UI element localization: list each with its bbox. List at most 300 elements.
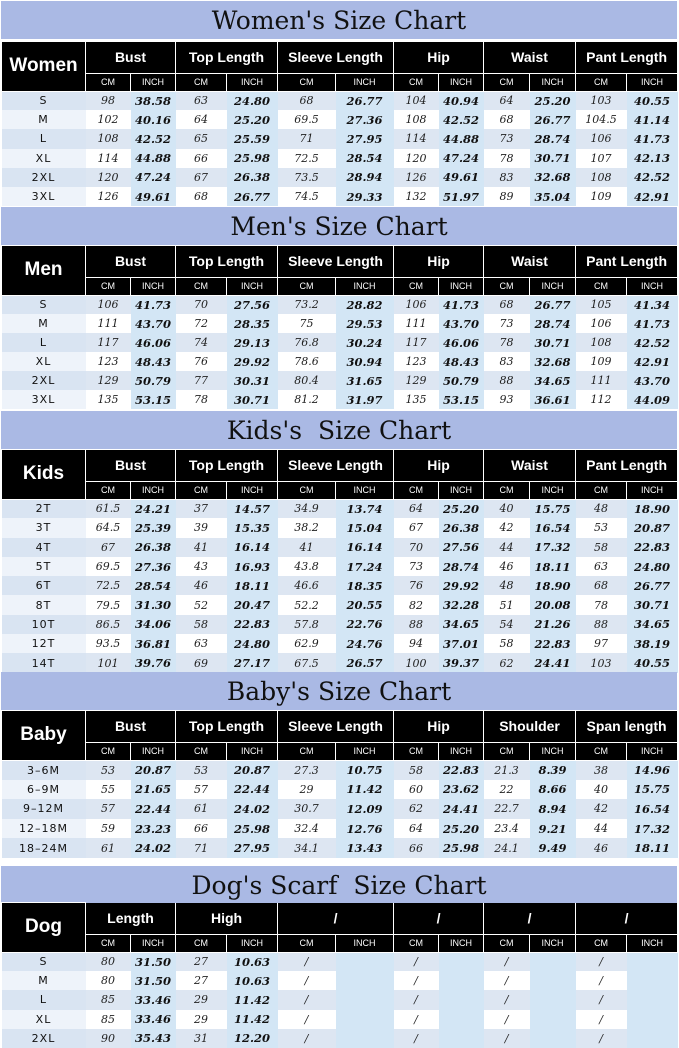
inch-unit-label: INCH [131,934,176,952]
inch-value: 16.14 [336,538,394,557]
inch-value: 10.63 [227,971,278,990]
cm-value: 67.5 [278,653,336,672]
inch-value: 46.06 [131,333,176,352]
inch-value: 30.71 [227,390,278,409]
cm-value: 103 [576,653,627,672]
inch-value: 24.02 [131,838,176,858]
cm-value: 43 [176,557,227,576]
cm-unit-label: CM [278,277,336,295]
inch-value: 26.57 [336,653,394,672]
inch-value: 38.19 [627,634,678,653]
table-row [2,838,678,858]
cm-value: / [576,1010,627,1029]
cm-value: 41 [176,538,227,557]
size-label: 4T [2,538,86,557]
cm-value: 135 [86,390,131,409]
inch-value: 42.52 [627,333,678,352]
inch-value: 25.39 [131,518,176,537]
size-label: 3XL [2,390,86,409]
cm-value: 57 [86,799,131,819]
cm-value: 70 [176,295,227,314]
inch-value: 31.30 [131,595,176,614]
inch-value: 39.37 [439,653,484,672]
inch-value [627,1029,678,1048]
column-header: Waist [484,450,576,482]
inch-unit-label: INCH [227,73,278,91]
inch-value: 29.92 [227,352,278,371]
cm-value: 72 [176,314,227,333]
inch-value [336,1029,394,1048]
men-section-title: Men's Size Chart [1,207,677,245]
inch-unit-label: INCH [530,277,576,295]
cm-value: / [576,971,627,990]
inch-unit-label: INCH [227,481,278,499]
inch-value: 16.14 [227,538,278,557]
inch-value [530,971,576,990]
cm-value: 78 [484,333,530,352]
inch-unit-label: INCH [530,73,576,91]
inch-value: 26.38 [439,518,484,537]
inch-value: 22.83 [627,538,678,557]
inch-value: 34.65 [627,615,678,634]
inch-value: 17.32 [627,819,678,839]
inch-value: 31.97 [336,390,394,409]
table-row [2,819,678,839]
inch-value: 11.42 [227,990,278,1009]
inch-value: 47.24 [131,168,176,187]
cm-value: 97 [576,634,627,653]
column-header: Sleeve Length [278,42,394,74]
dog-corner-label: Dog [2,903,86,953]
table-row [2,499,678,518]
kids-size-table [1,449,678,673]
cm-value: 77 [176,371,227,390]
cm-value: 88 [484,371,530,390]
inch-value: 35.43 [131,1029,176,1048]
kids-corner-label: Kids [2,450,86,500]
unit-row [2,742,678,760]
table-row [2,149,678,168]
cm-value: 62 [484,653,530,672]
cm-value: 44 [484,538,530,557]
inch-value: 30.71 [530,149,576,168]
size-label: 8T [2,595,86,614]
size-label: 2XL [2,168,86,187]
cm-value: 61 [86,838,131,858]
inch-value: 28.54 [131,576,176,595]
cm-unit-label: CM [278,934,336,952]
cm-value: / [576,990,627,1009]
cm-unit-label: CM [176,73,227,91]
inch-value: 8.94 [530,799,576,819]
size-label: 12T [2,634,86,653]
cm-value: 38 [576,760,627,780]
inch-unit-label: INCH [336,742,394,760]
cm-value: 61 [176,799,227,819]
cm-value: / [484,1010,530,1029]
inch-value: 27.36 [336,110,394,129]
inch-value: 26.38 [227,168,278,187]
cm-value: 30.7 [278,799,336,819]
header-row [2,246,678,278]
column-header: Top Length [176,711,278,743]
table-row [2,371,678,390]
inch-value: 43.70 [627,371,678,390]
table-row [2,129,678,148]
inch-value: 32.28 [439,595,484,614]
inch-value: 17.24 [336,557,394,576]
inch-value: 15.75 [627,780,678,800]
inch-value: 20.87 [627,518,678,537]
inch-value: 36.61 [530,390,576,409]
cm-unit-label: CM [484,277,530,295]
cm-value: 76.8 [278,333,336,352]
cm-unit-label: CM [278,73,336,91]
table-row [2,295,678,314]
inch-value [439,971,484,990]
inch-value: 20.55 [336,595,394,614]
cm-value: 79.5 [86,595,131,614]
inch-value: 22.83 [439,760,484,780]
cm-value: / [278,1029,336,1048]
cm-unit-label: CM [576,742,627,760]
inch-value: 40.94 [439,91,484,110]
size-label: L [2,333,86,352]
inch-value: 14.96 [627,760,678,780]
inch-value [530,1010,576,1029]
cm-value: / [484,1029,530,1048]
cm-value: 68 [576,576,627,595]
inch-value: 30.31 [227,371,278,390]
inch-unit-label: INCH [627,742,678,760]
unit-row [2,277,678,295]
header-row [2,42,678,74]
men-corner-label: Men [2,246,86,296]
inch-value [627,952,678,971]
inch-value: 15.75 [530,499,576,518]
table-row [2,1010,678,1029]
inch-value: 9.21 [530,819,576,839]
cm-value: 64 [484,91,530,110]
inch-value: 27.56 [439,538,484,557]
inch-value: 20.47 [227,595,278,614]
cm-value: 103 [576,91,627,110]
cm-unit-label: CM [86,742,131,760]
cm-value: 72.5 [86,576,131,595]
column-header: Waist [484,246,576,278]
inch-value: 28.74 [530,129,576,148]
column-header: Waist [484,42,576,74]
inch-value: 21.65 [131,780,176,800]
size-label: XL [2,149,86,168]
inch-value: 33.46 [131,990,176,1009]
cm-value: 72.5 [278,149,336,168]
cm-value: 58 [176,615,227,634]
inch-value: 18.11 [627,838,678,858]
column-header: Top Length [176,42,278,74]
cm-value: 21.3 [484,760,530,780]
inch-value: 24.80 [627,557,678,576]
table-row [2,518,678,537]
cm-value: 93 [484,390,530,409]
size-label: 9–12M [2,799,86,819]
cm-value: 90 [86,1029,131,1048]
inch-value: 18.11 [530,557,576,576]
inch-value: 30.24 [336,333,394,352]
inch-value: 44.88 [439,129,484,148]
inch-value: 29.33 [336,187,394,206]
cm-value: 108 [86,129,131,148]
inch-value: 31.50 [131,952,176,971]
size-label: S [2,91,86,110]
inch-value: 12.09 [336,799,394,819]
inch-value: 20.87 [227,760,278,780]
inch-value: 24.21 [131,499,176,518]
cm-value: 63 [176,91,227,110]
inch-value: 28.94 [336,168,394,187]
inch-unit-label: INCH [627,73,678,91]
table-row [2,187,678,206]
inch-value: 12.76 [336,819,394,839]
size-label: 3–6M [2,760,86,780]
cm-value: 32.4 [278,819,336,839]
cm-value: 111 [86,314,131,333]
cm-value: 94 [394,634,439,653]
inch-value: 9.49 [530,838,576,858]
cm-value: 88 [576,615,627,634]
inch-value: 16.54 [530,518,576,537]
cm-unit-label: CM [484,742,530,760]
cm-value: 43.8 [278,557,336,576]
inch-unit-label: INCH [131,481,176,499]
inch-value: 10.63 [227,952,278,971]
cm-unit-label: CM [278,481,336,499]
table-row [2,952,678,971]
cm-unit-label: CM [176,481,227,499]
unit-row [2,934,678,952]
cm-value: / [484,990,530,1009]
column-header: Top Length [176,450,278,482]
inch-value: 41.73 [627,314,678,333]
cm-value: 101 [86,653,131,672]
cm-value: 62 [394,799,439,819]
inch-value: 37.01 [439,634,484,653]
inch-value: 11.42 [227,1010,278,1029]
cm-value: 67 [86,538,131,557]
dog-size-table [1,902,678,1048]
inch-value: 25.98 [227,149,278,168]
inch-value: 42.91 [627,187,678,206]
cm-value: 123 [86,352,131,371]
inch-unit-label: INCH [439,934,484,952]
size-label: 3T [2,518,86,537]
cm-value: 107 [576,149,627,168]
inch-unit-label: INCH [131,277,176,295]
inch-value: 14.57 [227,499,278,518]
cm-value: 59 [86,819,131,839]
cm-value: 39 [176,518,227,537]
inch-unit-label: INCH [627,481,678,499]
cm-value: 80 [86,952,131,971]
cm-value: 42 [576,799,627,819]
inch-value: 22.76 [336,615,394,634]
cm-value: 75 [278,314,336,333]
inch-value: 30.94 [336,352,394,371]
cm-value: 42 [484,518,530,537]
table-row [2,538,678,557]
inch-value: 26.77 [627,576,678,595]
inch-unit-label: INCH [131,73,176,91]
cm-value: 23.4 [484,819,530,839]
cm-value: / [278,952,336,971]
cm-unit-label: CM [394,481,439,499]
inch-value: 25.98 [227,819,278,839]
inch-value: 40.16 [131,110,176,129]
size-label: M [2,110,86,129]
inch-value: 49.61 [439,168,484,187]
column-header: Pant Length [576,246,678,278]
cm-value: 27 [176,971,227,990]
cm-value: 64 [176,110,227,129]
inch-value: 25.59 [227,129,278,148]
inch-value: 18.35 [336,576,394,595]
inch-unit-label: INCH [627,277,678,295]
cm-value: 73 [484,314,530,333]
cm-value: 68 [484,295,530,314]
inch-value: 28.74 [439,557,484,576]
size-label: 10T [2,615,86,634]
cm-value: 80.4 [278,371,336,390]
inch-value: 46.06 [439,333,484,352]
inch-value: 53.15 [131,390,176,409]
baby-size-table [1,710,678,858]
size-label: 6T [2,576,86,595]
dog-section-title: Dog's Scarf Size Chart [1,866,677,904]
women-size-table [1,41,678,206]
cm-value: 46.6 [278,576,336,595]
cm-unit-label: CM [176,277,227,295]
column-header: / [576,903,678,935]
inch-value [627,1010,678,1029]
table-row [2,1029,678,1048]
cm-value: 64 [394,499,439,518]
inch-value: 18.11 [227,576,278,595]
cm-value: 108 [576,333,627,352]
inch-value: 27.56 [227,295,278,314]
inch-value: 34.06 [131,615,176,634]
cm-value: 57 [176,780,227,800]
cm-value: 27.3 [278,760,336,780]
inch-unit-label: INCH [131,742,176,760]
inch-value: 17.32 [530,538,576,557]
cm-value: 70 [394,538,439,557]
cm-value: 46 [576,838,627,858]
column-header: Hip [394,246,484,278]
cm-value: 57.8 [278,615,336,634]
cm-value: 27 [176,952,227,971]
cm-value: 68 [176,187,227,206]
cm-unit-label: CM [86,934,131,952]
table-row [2,352,678,371]
cm-value: 63 [176,634,227,653]
cm-value: 68 [278,91,336,110]
unit-row [2,481,678,499]
cm-value: / [278,1010,336,1029]
cm-value: 52.2 [278,595,336,614]
table-row [2,557,678,576]
cm-value: 63 [576,557,627,576]
cm-value: 108 [576,168,627,187]
cm-value: 112 [576,390,627,409]
inch-unit-label: INCH [227,742,278,760]
inch-value: 13.74 [336,499,394,518]
inch-value: 25.20 [439,499,484,518]
size-label: 5T [2,557,86,576]
inch-value: 29.53 [336,314,394,333]
inch-value: 16.93 [227,557,278,576]
inch-value: 35.04 [530,187,576,206]
cm-value: / [394,1029,439,1048]
size-label: M [2,314,86,333]
column-header: Sleeve Length [278,711,394,743]
inch-value: 31.50 [131,971,176,990]
inch-value: 34.65 [439,615,484,634]
column-header: Bust [86,711,176,743]
inch-value: 29.13 [227,333,278,352]
cm-value: 85 [86,1010,131,1029]
cm-value: / [484,971,530,990]
inch-value: 39.76 [131,653,176,672]
cm-value: 64.5 [86,518,131,537]
column-header: Length [86,903,176,935]
table-row [2,595,678,614]
inch-value: 8.66 [530,780,576,800]
cm-value: 46 [176,576,227,595]
cm-value: 44 [576,819,627,839]
inch-value: 10.75 [336,760,394,780]
cm-value: 120 [86,168,131,187]
inch-value: 24.41 [439,799,484,819]
inch-value: 21.26 [530,615,576,634]
inch-value: 24.80 [227,634,278,653]
inch-value: 50.79 [439,371,484,390]
table-row [2,333,678,352]
inch-value: 41.34 [627,295,678,314]
inch-value [627,971,678,990]
cm-value: 109 [576,352,627,371]
inch-value: 40.55 [627,91,678,110]
cm-unit-label: CM [176,742,227,760]
inch-value: 31.65 [336,371,394,390]
cm-value: 34.9 [278,499,336,518]
cm-unit-label: CM [86,73,131,91]
cm-value: 117 [394,333,439,352]
inch-value: 43.70 [439,314,484,333]
inch-unit-label: INCH [439,277,484,295]
cm-value: 104 [394,91,439,110]
cm-value: 73 [394,557,439,576]
inch-value: 33.46 [131,1010,176,1029]
cm-value: 80 [86,971,131,990]
cm-value: 76 [176,352,227,371]
inch-unit-label: INCH [336,934,394,952]
cm-value: 53 [176,760,227,780]
column-header: / [278,903,394,935]
cm-value: 123 [394,352,439,371]
column-header: Shoulder [484,711,576,743]
column-header: / [394,903,484,935]
inch-value [336,952,394,971]
